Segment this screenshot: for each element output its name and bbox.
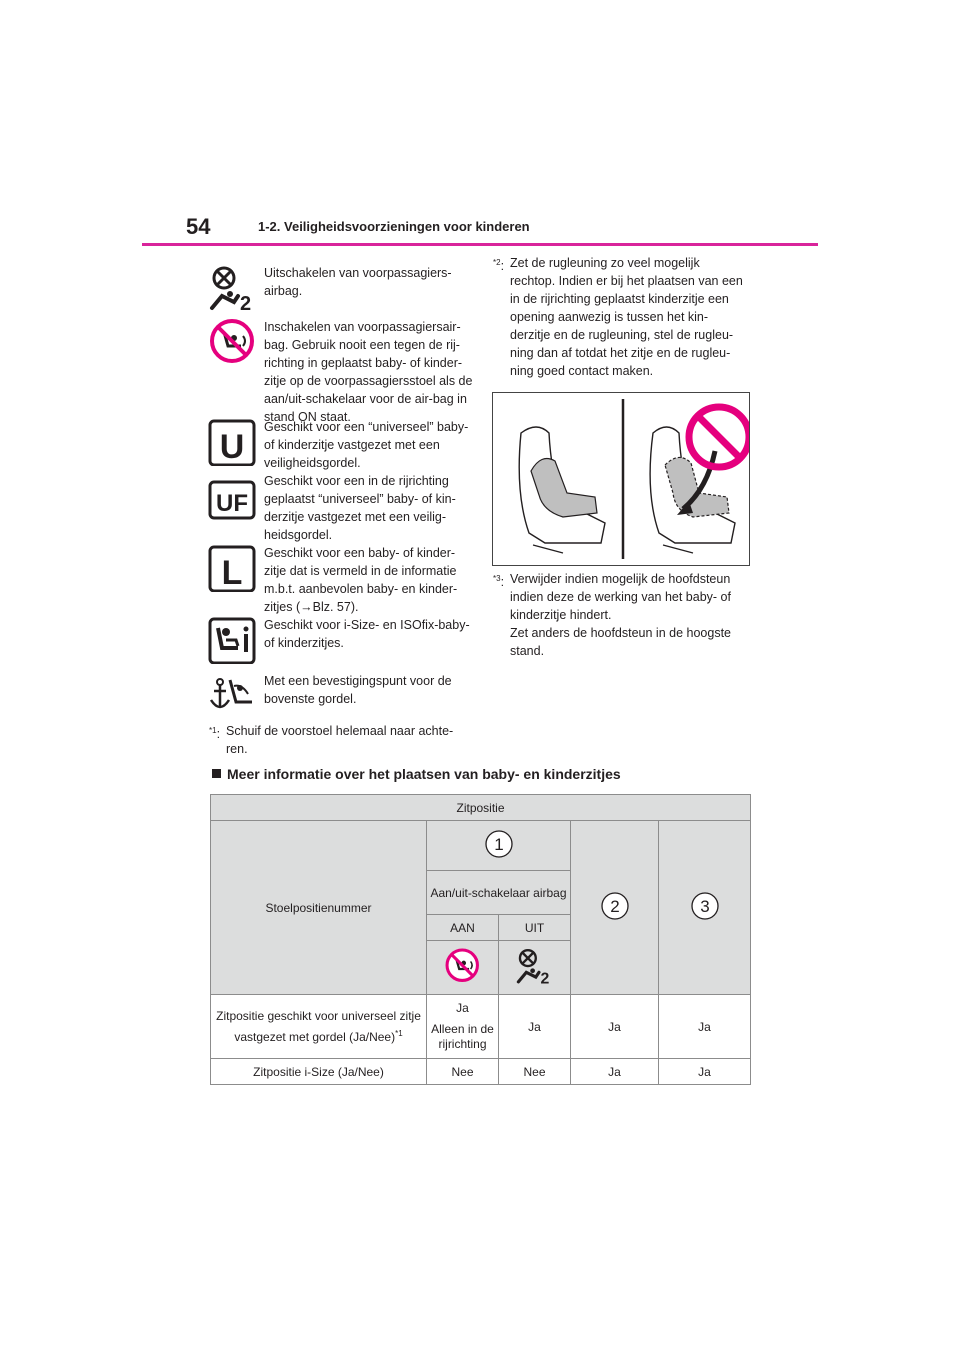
svg-text:3: 3: [699, 897, 710, 916]
legend-text: Met een bevestigingspunt voor de bovenste gordel.: [264, 674, 452, 706]
cell-seat2-value: Ja: [571, 1059, 659, 1085]
seat-position-table: [210, 794, 751, 1085]
table-row: [211, 1059, 751, 1085]
footnote-3: [493, 570, 743, 660]
svg-text:2: 2: [240, 293, 252, 312]
svg-text:1: 1: [493, 835, 504, 854]
airbag-switch-label: Aan/uit-schakelaar airbag: [427, 871, 571, 915]
seat-number-3: [659, 821, 751, 995]
cell-off-value: Nee: [499, 1059, 571, 1085]
footnote-line: Verwijder indien mogelijk de hoofdsteun indien deze de werking van het baby- of kinderzitje hindert.: [510, 572, 731, 622]
section-subheading: Meer informatie over het plaatsen van baby- en kinderzitjes: [212, 766, 621, 782]
universal-forward-uf-icon: [208, 472, 258, 520]
top-tether-anchor-icon: [208, 672, 258, 720]
footnote-line: Zet anders de hoofdsteun in de hoogste stand.: [510, 626, 731, 658]
airbag-off-icon: [208, 264, 258, 312]
row-label-universal: Zitpositie geschikt voor universeel zitje vastgezet met gordel $(Ja/Nee)^{*1}$: [211, 995, 427, 1059]
footnote-text: Schuif de voorstoel helemaal naar achte-ren.: [226, 724, 454, 756]
no-rear-facing-seat-icon: [208, 318, 258, 366]
universal-u-icon: [208, 418, 258, 466]
footnote-2: [493, 254, 743, 380]
row-header-seat-number: Stoelpositienummer: [211, 821, 427, 995]
footnote-mark: $^{*3}$:: [493, 574, 505, 590]
legend-text: Geschikt voor een in de rijrichting geplaatst “universeel” baby- of kin-derzitje vastgezet met een veilig-heidsgordel.: [264, 474, 456, 542]
switch-on-icon-cell: [427, 941, 499, 995]
cell-on-value: Nee: [427, 1059, 499, 1085]
legend-text: Geschikt voor een baby- of kinder-zitje dat is vermeld in de informatie m.b.t. aanbevolen baby- en kinder-zitjes (→Blz. 57).: [264, 546, 458, 614]
footnote-mark: $^{*1}$:: [209, 726, 221, 742]
icon-letter: U: [219, 428, 245, 466]
switch-state-off: UIT: [499, 915, 571, 941]
icon-letter: L: [221, 554, 243, 592]
cell-on-value: Ja Alleen in de rijrichting: [427, 995, 499, 1059]
legend-text: Uitschakelen van voorpassagiers-airbag.: [264, 266, 452, 298]
listed-l-icon: [208, 544, 258, 592]
seat-1-circle-icon: [484, 829, 514, 859]
cell-seat2-value: Ja: [571, 995, 659, 1059]
footnote-mark: $^{*2}$:: [493, 258, 505, 274]
airbag-off-icon: [515, 947, 555, 985]
cell-seat3-value: Ja: [659, 995, 751, 1059]
switch-state-on: AAN: [427, 915, 499, 941]
no-rear-facing-seat-icon: [444, 947, 482, 985]
svg-text:2: 2: [609, 897, 620, 916]
seat-number-1: [427, 821, 571, 871]
table-caption: Zitpositie: [211, 795, 751, 821]
bullet-square-icon: [212, 769, 221, 778]
svg-text:2: 2: [540, 970, 549, 985]
switch-off-icon-cell: [499, 941, 571, 995]
footnote-text: [510, 570, 743, 660]
footnote-1: [209, 722, 467, 758]
seat-number-2: [571, 821, 659, 995]
seat-backrest-illustration: [492, 392, 750, 566]
i-size-isofix-seat-icon: [208, 616, 258, 664]
footnote-text: Zet de rugleuning zo veel mogelijk rechtop. Indien er bij het plaatsen van een in de rijrichting geplaatst kinderzitje een opening aanwezig is tussen het kin-derzitje en de rugleuning, stel de rugleu-ning dan af totdat het zitje en de rugleu-ning goed contact maken.: [510, 256, 743, 378]
row-label-isize: Zitpositie i-Size (Ja/Nee): [211, 1059, 427, 1085]
table-row: [211, 995, 751, 1059]
icon-letter: UF: [216, 490, 248, 517]
cell-off-value: Ja: [499, 995, 571, 1059]
section-title: 1-2. Veiligheidsvoorzieningen voor kinderen: [258, 219, 530, 234]
legend-text: Geschikt voor i-Size- en ISOfix-baby- of kinderzitjes.: [264, 618, 470, 650]
legend-text: Inschakelen van voorpassagiersair-bag. Gebruik nooit een tegen de rij-richting in geplaatst baby- of kinder-zitje op de voorpassagiersstoel als de aan/uit-schakelaar voor de air-bag in stand ON staat.: [264, 320, 473, 424]
seat-2-circle-icon: [600, 891, 630, 921]
seat-3-circle-icon: [690, 891, 720, 921]
cell-seat3-value: Ja: [659, 1059, 751, 1085]
seat-drawing: [493, 393, 749, 565]
header-divider: [142, 243, 818, 246]
legend-text: Geschikt voor een “universeel” baby- of kinderzitje vastgezet met een veiligheidsgordel.: [264, 420, 469, 470]
page-number: 54: [186, 214, 211, 239]
